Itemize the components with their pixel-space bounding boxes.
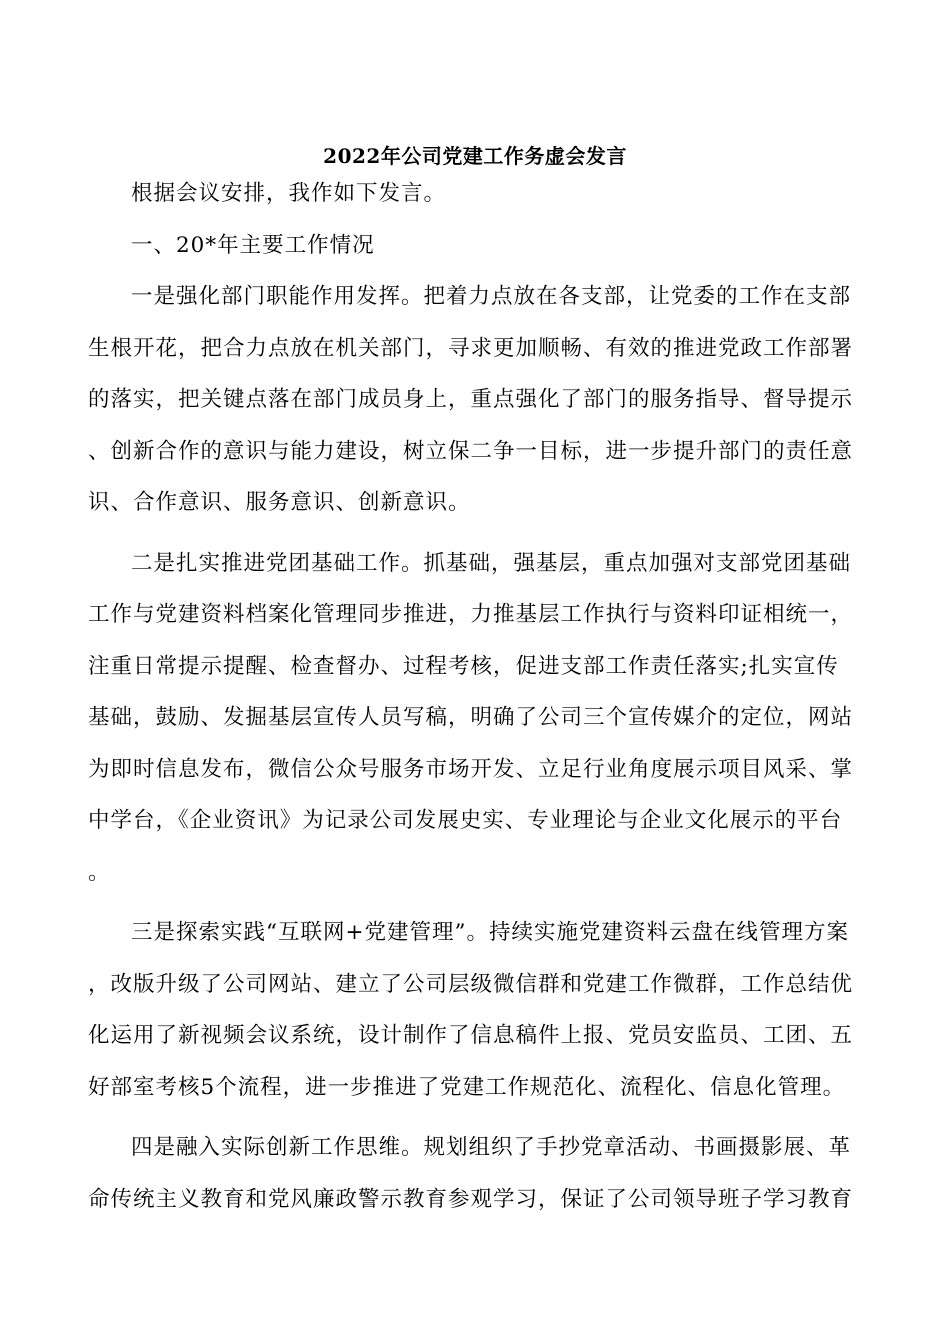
paragraph-4: 四是融入实际创新工作思维。规划组织了手抄党章活动、书画摄影展、革命传统主义教育和党风廉政警示教育参观学习，保证了公司领导班子学习教育 [88, 1135, 854, 1212]
paragraph-2: 二是扎实推进党团基础工作。抓基础，强基层，重点加强对支部党团基础工作与党建资料档案化管理同步推进，力推基层工作执行与资料印证相统一，注重日常提示提醒、检查督办、过程考核，促进支部工作责任落实;扎实宣传基础，鼓励、发掘基层宣传人员写稿，明确了公司三个宣传媒介的定位，网站为即时信息发布，微信公众号服务市场开发、立足行业角度展示项目风采、掌中学台，《企业资讯》为记录公司发展史实、专业理论与企业文化展示的平台。 [88, 550, 854, 885]
section-heading: 一、20*年主要工作情况 [131, 232, 375, 258]
paragraph-intro: 根据会议安排，我作如下发言。 [131, 181, 447, 206]
paragraph-3: 三是探索实践“互联网+党建管理”。持续实施党建资料云盘在线管理方案，改版升级了公司网站、建立了公司层级微信群和党建工作微群，工作总结优化运用了新视频会议系统，设计制作了信息稿件上报、党员安监员、工团、五好部室考核5个流程，进一步推进了党建工作规范化、流程化、信息化管理。 [88, 920, 854, 1100]
paragraph-1: 一是强化部门职能作用发挥。把着力点放在各支部，让党委的工作在支部生根开花，把合力点放在机关部门，寻求更加顺畅、有效的推进党政工作部署的落实，把关键点落在部门成员身上，重点强化了部门的服务指导、督导提示、创新合作的意识与能力建设，树立保二争一目标，进一步提升部门的责任意识、合作意识、服务意识、创新意识。 [88, 284, 854, 515]
document-title: 2022年公司党建工作务虚会发言 [323, 144, 627, 168]
document-body [88, 168, 858, 1225]
